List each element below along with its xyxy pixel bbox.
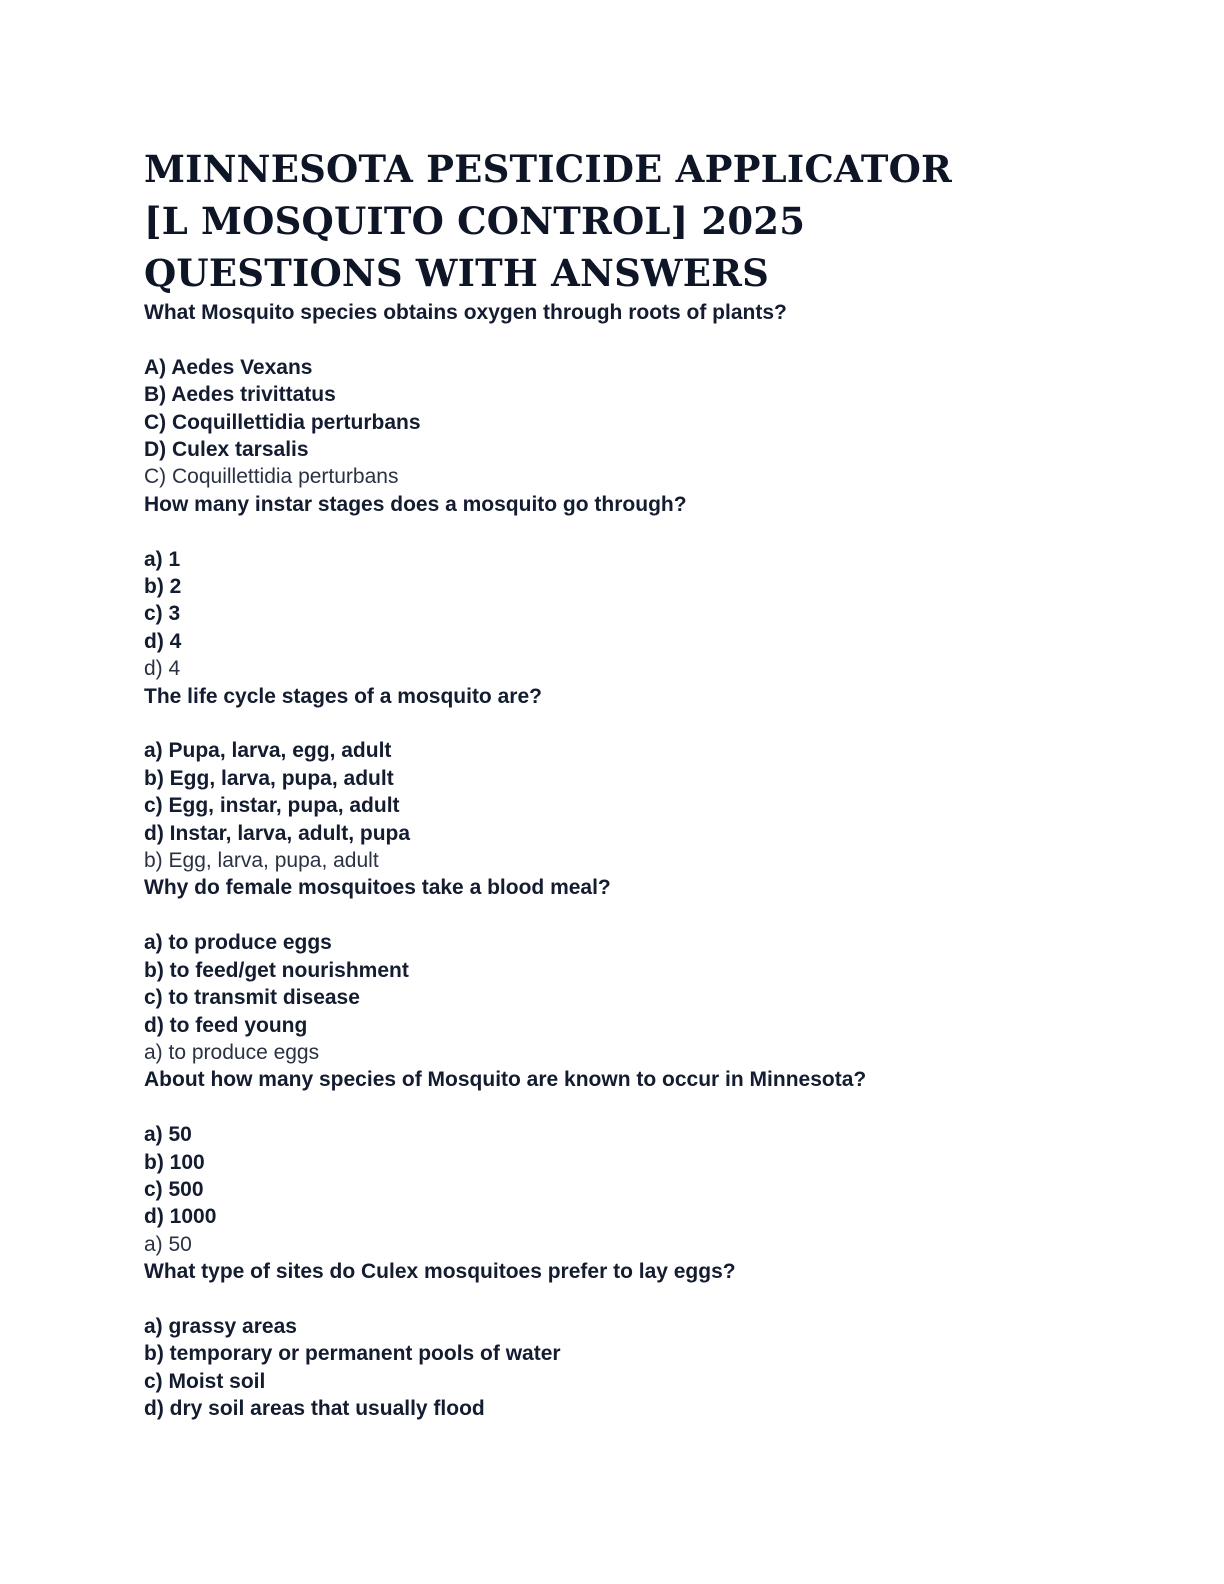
answer-option: c) Moist soil (144, 1369, 266, 1393)
question-list (144, 299, 1104, 1423)
spacer (144, 1094, 1104, 1121)
answer-option: a) grassy areas (144, 1314, 297, 1338)
answer-option: b) to feed/get nourishment (144, 958, 409, 982)
question-text: About how many species of Mosquito are known to occur in Minnesota? (144, 1068, 867, 1092)
answer-option: B) Aedes trivittatus (144, 383, 336, 407)
title-line: MINNESOTA PESTICIDE APPLICATOR (144, 147, 952, 191)
question-text: What Mosquito species obtains oxygen through roots of plants? (144, 301, 787, 324)
question-text: What type of sites do Culex mosquitoes prefer to lay eggs? (144, 1260, 736, 1284)
correct-answer: d) 4 (144, 657, 181, 681)
answer-option: a) Pupa, larva, egg, adult (144, 739, 392, 763)
correct-answer: a) 50 (144, 1232, 192, 1256)
answer-option: c) 3 (144, 602, 181, 626)
question-text: The life cycle stages of a mosquito are? (144, 684, 542, 708)
answer-option: A) Aedes Vexans (144, 355, 313, 379)
answer-option: a) 1 (144, 547, 181, 571)
question-block (144, 1258, 1104, 1422)
question-block (144, 491, 1104, 683)
answer-option: b) Egg, larva, pupa, adult (144, 766, 394, 790)
answer-option: b) 100 (144, 1150, 205, 1174)
document-title (144, 143, 1104, 299)
correct-answer: C) Coquillettidia perturbans (144, 465, 399, 489)
correct-answer: a) to produce eggs (144, 1040, 320, 1064)
document-page (144, 143, 1104, 1423)
answer-option: d) 1000 (144, 1205, 217, 1229)
answer-option: b) 2 (144, 575, 182, 599)
answer-option: C) Coquillettidia perturbans (144, 410, 421, 434)
question-text: How many instar stages does a mosquito go through? (144, 492, 687, 516)
spacer (144, 902, 1104, 929)
answer-option: D) Culex tarsalis (144, 438, 309, 462)
answer-option: b) temporary or permanent pools of water (144, 1342, 561, 1366)
question-text: Why do female mosquitoes take a blood meal? (144, 876, 611, 900)
answer-option: c) to transmit disease (144, 986, 360, 1010)
question-block (144, 683, 1104, 875)
correct-answer: b) Egg, larva, pupa, adult (144, 849, 379, 873)
answer-option: d) 4 (144, 629, 182, 653)
answer-option: d) Instar, larva, adult, pupa (144, 821, 411, 845)
question-block (144, 1066, 1104, 1258)
title-line: [L MOSQUITO CONTROL] 2025 (144, 199, 806, 243)
answer-option: a) 50 (144, 1123, 192, 1147)
title-line: QUESTIONS WITH ANSWERS (144, 251, 770, 295)
spacer (144, 1286, 1104, 1313)
answer-option: c) Egg, instar, pupa, adult (144, 794, 400, 818)
spacer (144, 326, 1104, 353)
spacer (144, 518, 1104, 545)
answer-option: c) 500 (144, 1177, 204, 1201)
question-block (144, 299, 1104, 491)
answer-option: a) to produce eggs (144, 931, 332, 955)
question-block (144, 874, 1104, 1066)
spacer (144, 710, 1104, 737)
answer-option: d) to feed young (144, 1013, 308, 1037)
answer-option: d) dry soil areas that usually flood (144, 1397, 485, 1421)
